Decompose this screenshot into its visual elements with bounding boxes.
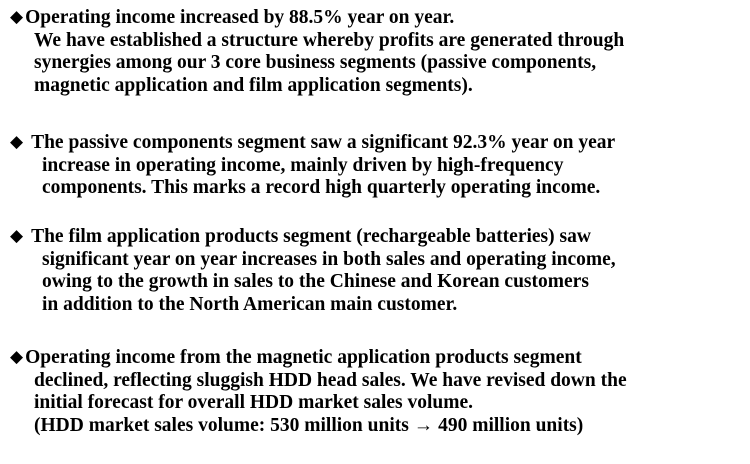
bullet-line: magnetic application and film application segments).: [34, 74, 473, 96]
diamond-bullet-icon: ◆: [10, 347, 24, 367]
bullet-line: declined, reflecting sluggish HDD head sales. We have revised down the: [34, 369, 627, 391]
diamond-bullet-icon: ◆: [10, 226, 24, 246]
bullet-passive-components: [10, 131, 745, 200]
bullet-line: significant year on year increases in both sales and operating income,: [42, 248, 616, 270]
bullet-line: increase in operating income, mainly driven by high-frequency: [42, 154, 564, 176]
bullet-line: components. This marks a record high quarterly operating income.: [42, 177, 601, 198]
bullet-line: (HDD market sales volume: 530 million units → 490 million units): [34, 414, 584, 436]
bullet-line: initial forecast for overall HDD market sales volume.: [34, 392, 474, 413]
bullet-first-line: [10, 131, 745, 155]
bullet-magnetic-application: [10, 346, 745, 437]
bullet-first-line: [10, 6, 745, 30]
diamond-bullet-icon: ◆: [10, 7, 24, 27]
bullet-first-line: [10, 346, 745, 370]
diamond-bullet-icon: ◆: [10, 132, 24, 152]
bullet-headline: Operating income increased by 88.5% year on year.: [25, 7, 455, 28]
bullet-line: in addition to the North American main customer.: [42, 293, 458, 315]
bullet-headline: The film application products segment (rechargeable batteries) saw: [31, 226, 591, 247]
bullet-operating-income: [10, 6, 745, 97]
bullet-headline: The passive components segment saw a significant 92.3% year on year: [31, 132, 616, 153]
bullet-line: owing to the growth in sales to the Chinese and Korean customers: [42, 271, 589, 292]
bullet-first-line: [10, 225, 745, 249]
bullet-headline: Operating income from the magnetic application products segment: [25, 347, 582, 368]
bullet-film-application: [10, 225, 745, 316]
bullet-line: We have established a structure whereby profits are generated through: [34, 29, 625, 51]
bullet-line: synergies among our 3 core business segments (passive components,: [34, 52, 597, 73]
